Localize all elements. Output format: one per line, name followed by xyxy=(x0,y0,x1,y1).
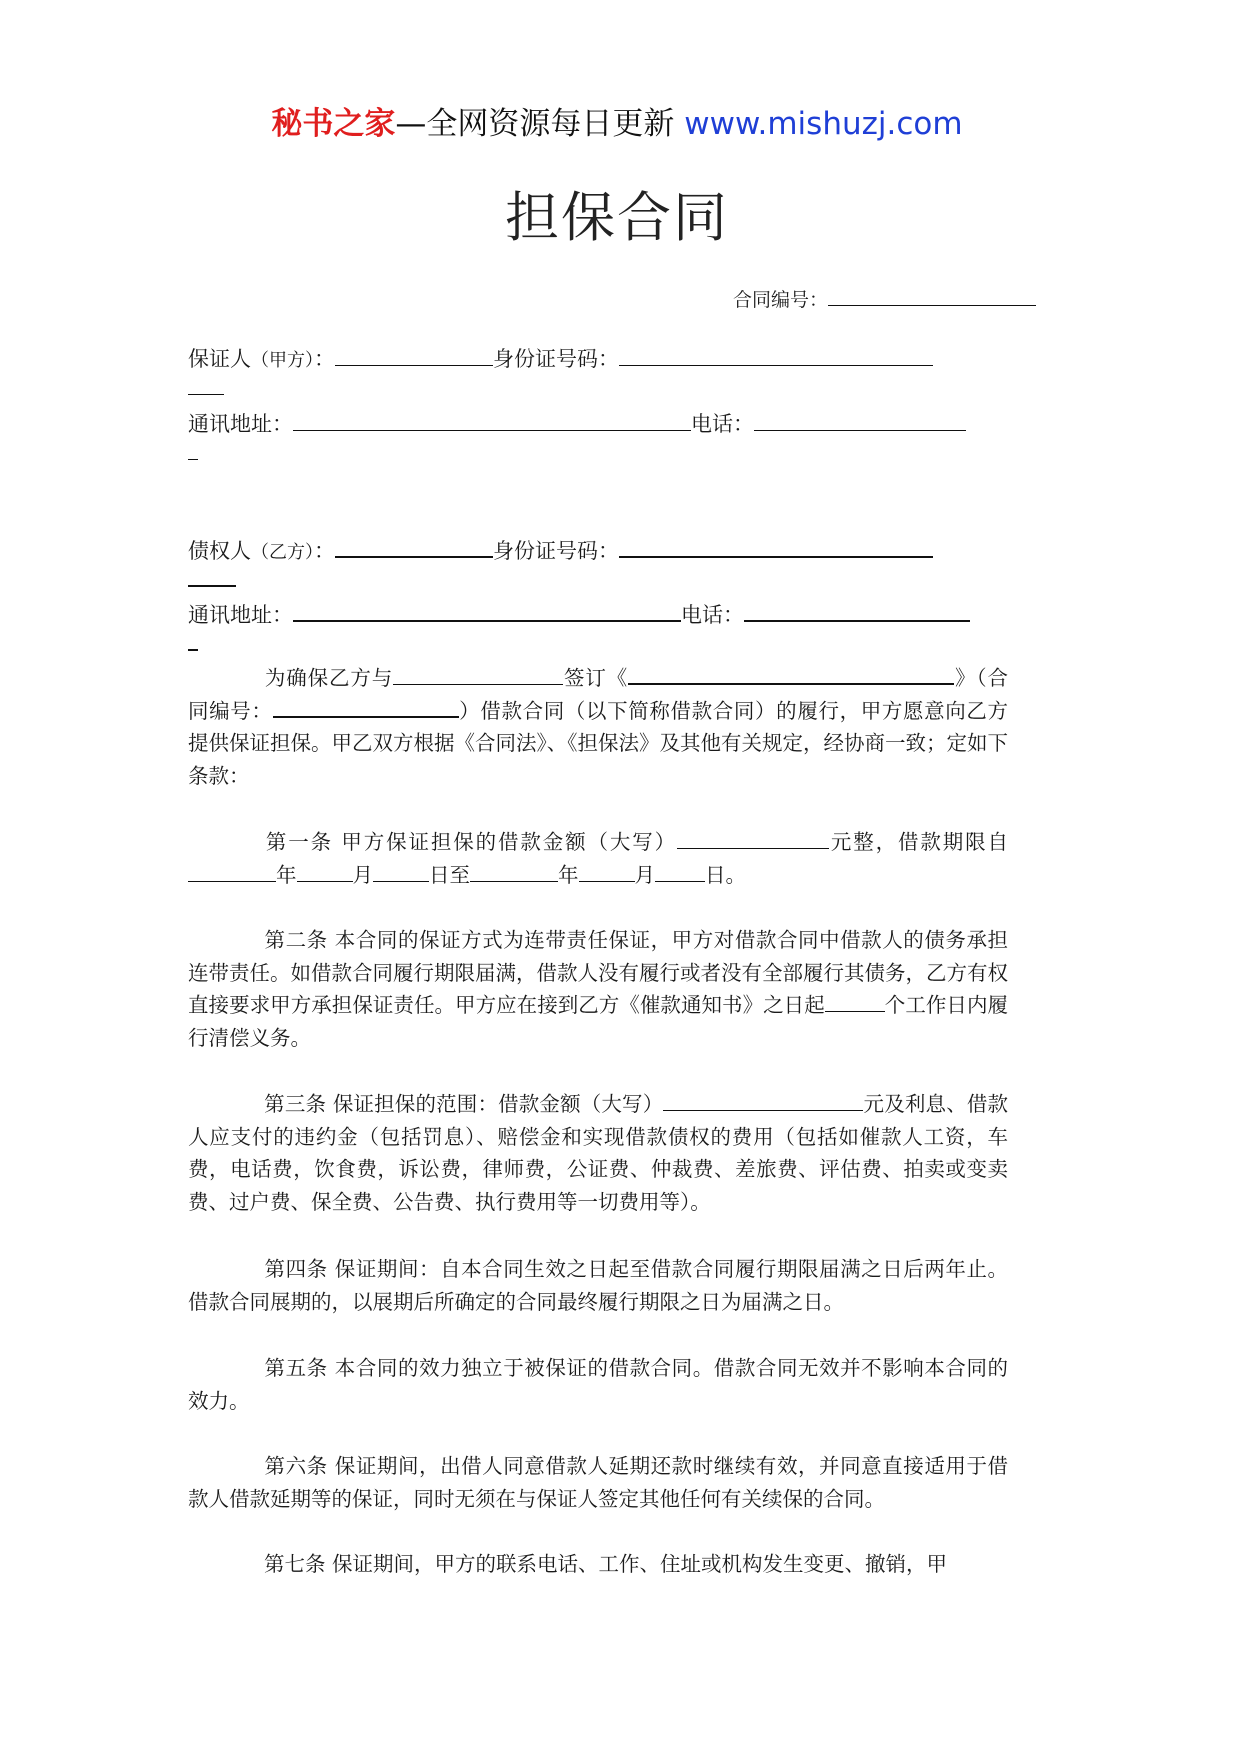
guarantor-label: 保证人 xyxy=(188,347,251,371)
preamble-text-2: 签订《 xyxy=(563,666,629,690)
creditor-id-label: 身份证号码： xyxy=(493,539,619,563)
borrower-field[interactable] xyxy=(393,664,563,685)
article-3 xyxy=(188,1088,1008,1218)
article-7 xyxy=(188,1548,1008,1581)
preamble-text-4: ）借款合同（以下简称借款合同）的履行，甲方愿意向乙方提供保证担保。甲乙双方根据《合同法》、《担保法》及其他有关规定，经协商一致；定如下条款： xyxy=(188,698,1009,788)
year-label-1: 年 xyxy=(276,862,297,887)
creditor-label: 债权人 xyxy=(188,539,251,563)
guarantor-phone-field-wrap xyxy=(188,437,198,468)
article-2-text-2: 个工作日内履行清偿义务。 xyxy=(188,993,1009,1050)
article-2-text-1: 第二条 本合同的保证方式为连带责任保证，甲方对借款合同中借款人的债务承担连带责任。如借款合同履行期限届满，借款人没有履行或者没有全部履行其债务，乙方有权直接要求甲方承担保证责任。甲方应在接到乙方《催款通知书》之日起 xyxy=(188,928,1008,1017)
day-end-label: 日。 xyxy=(705,862,746,887)
start-month-field[interactable] xyxy=(297,861,353,882)
start-year-field[interactable] xyxy=(188,861,276,882)
contract-number-label: 合同编号： xyxy=(733,289,829,311)
repayment-days-field[interactable] xyxy=(825,991,865,1012)
year-label-2: 年 xyxy=(558,862,579,887)
guarantor-name-field[interactable] xyxy=(335,343,493,366)
loan-contract-number-field[interactable] xyxy=(273,696,459,718)
end-year-field[interactable] xyxy=(470,861,558,882)
article-1-text-2: 元整，借款期限自 xyxy=(829,830,1009,854)
article-5 xyxy=(188,1352,1008,1417)
guarantor-role: （甲方） xyxy=(251,350,314,371)
article-3-text-2: 元及利息、借款人应支付的违约金（包括罚息）、赔偿金和实现借款债权的费用（包括如催款人工资，车费，电话费，饮食费，诉讼费，律师费，公证费、仲裁费、差旅费、评估费、拍卖或变卖费、过户费、保全费、公告费、执行费用等一切费用等）。 xyxy=(188,1092,1009,1214)
end-day-field[interactable] xyxy=(655,861,705,882)
preamble-paragraph xyxy=(188,662,1008,792)
guarantor-phone-label: 电话： xyxy=(691,412,754,436)
creditor-colon: ： xyxy=(314,539,335,563)
guarantor-id-field[interactable] xyxy=(619,343,933,366)
site-banner xyxy=(0,104,1234,144)
loan-contract-name-field[interactable] xyxy=(628,663,954,685)
day-to-label: 日至 xyxy=(429,862,470,887)
article-6-text: 第六条 保证期间，出借人同意借款人延期还款时继续有效，并同意直接适用于借款人借款延期等的保证，同时无须在与保证人签定其他任何有关续保的合同。 xyxy=(188,1454,1008,1511)
article-2 xyxy=(188,924,1008,1054)
article-3-text-1: 第三条 保证担保的范围：借款金额（大写） xyxy=(264,1092,664,1116)
article-5-text: 第五条 本合同的效力独立于被保证的借款合同。借款合同无效并不影响本合同的效力。 xyxy=(188,1356,1008,1413)
guarantor-address-row xyxy=(188,408,966,439)
article-7-text: 第七条 保证期间，甲方的联系电话、工作、住址或机构发生变更、撤销，甲 xyxy=(264,1552,948,1576)
document-title: 担保合同 xyxy=(505,186,729,249)
guarantor-phone-field[interactable] xyxy=(754,408,966,431)
contract-number-field[interactable] xyxy=(828,283,1036,306)
start-day-field[interactable] xyxy=(373,861,429,882)
guarantee-amount-field[interactable] xyxy=(663,1090,863,1111)
creditor-address-row xyxy=(188,598,970,630)
article-6 xyxy=(188,1450,1008,1515)
creditor-id-field-continued[interactable] xyxy=(188,563,236,587)
creditor-role: （乙方） xyxy=(251,542,314,563)
article-1-text-1: 第一条 甲方保证担保的借款金额（大写） xyxy=(264,830,678,854)
brand-name: 秘书之家 xyxy=(271,106,396,142)
end-month-field[interactable] xyxy=(579,861,635,882)
guarantor-colon: ： xyxy=(314,347,335,371)
guarantor-row xyxy=(188,343,933,376)
creditor-id-field[interactable] xyxy=(619,534,933,558)
creditor-phone-field-wrap xyxy=(188,627,198,659)
creditor-address-field[interactable] xyxy=(293,598,681,622)
creditor-phone-label: 电话： xyxy=(681,603,744,627)
article-4 xyxy=(188,1253,1008,1318)
creditor-address-label: 通讯地址： xyxy=(188,603,293,627)
creditor-name-field[interactable] xyxy=(335,534,493,558)
site-link[interactable]: www.mishuzj.com xyxy=(684,106,963,142)
guarantor-id-field-wrap xyxy=(188,372,224,403)
guarantor-address-label: 通讯地址： xyxy=(188,412,293,436)
contract-number-row xyxy=(733,283,1036,315)
creditor-phone-field[interactable] xyxy=(744,598,970,622)
guarantor-address-field[interactable] xyxy=(293,408,691,431)
preamble-text-3: 》（合同编号： xyxy=(188,666,1008,723)
guarantor-id-field-continued[interactable] xyxy=(188,372,224,395)
preamble-text-1: 为确保乙方与 xyxy=(264,666,394,690)
creditor-id-field-wrap xyxy=(188,563,236,595)
article-1 xyxy=(188,826,1008,891)
month-label-1: 月 xyxy=(352,862,373,887)
creditor-row xyxy=(188,534,933,568)
guarantor-id-label: 身份证号码： xyxy=(493,347,619,371)
month-label-2: 月 xyxy=(634,862,655,887)
creditor-phone-field-continued[interactable] xyxy=(188,627,198,651)
repayment-days-field-continued[interactable] xyxy=(865,991,885,1012)
loan-amount-field[interactable] xyxy=(677,828,829,849)
guarantor-phone-field-continued[interactable] xyxy=(188,437,198,460)
article-4-text: 第四条 保证期间：自本合同生效之日起至借款合同履行期限届满之日后两年止。借款合同展期的，以展期后所确定的合同最终履行期限之日为届满之日。 xyxy=(188,1257,1008,1314)
banner-tagline: —全网资源每日更新 xyxy=(395,106,685,142)
